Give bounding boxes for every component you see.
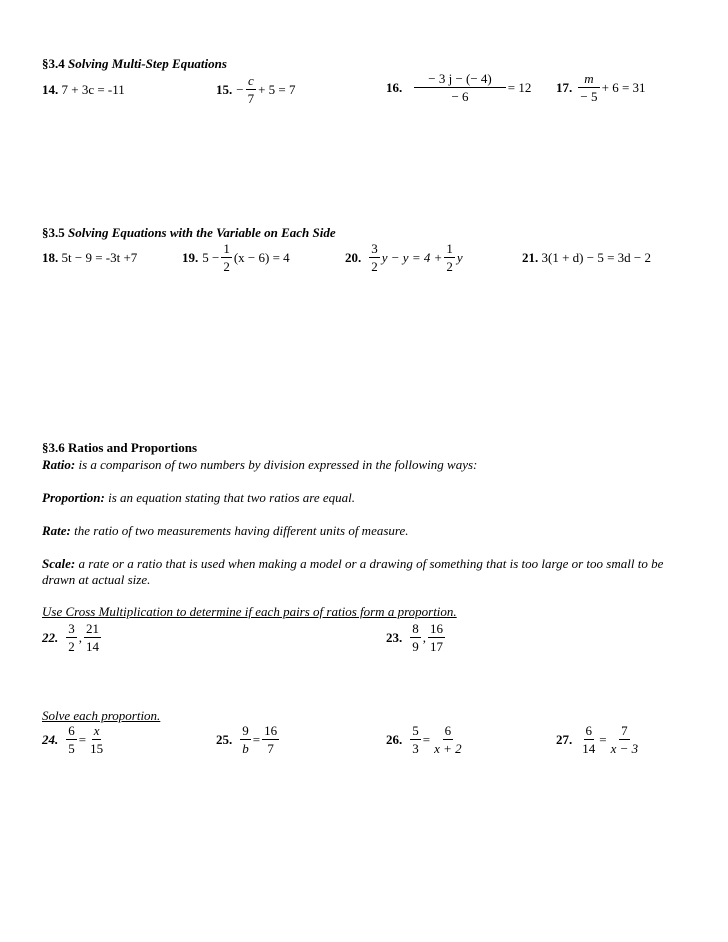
numerator: 16 xyxy=(264,723,278,738)
section-3-6-heading xyxy=(42,440,197,456)
problem-number: 14. xyxy=(42,82,59,97)
problem-17 xyxy=(556,72,646,103)
term: Ratio: xyxy=(42,457,76,472)
problem-number: 23. xyxy=(386,629,403,645)
problem-20 xyxy=(345,242,463,273)
numerator: 6 xyxy=(585,723,592,738)
separator: , xyxy=(78,629,82,645)
fraction xyxy=(66,622,77,653)
equals-sign: = xyxy=(422,731,431,747)
problem-number: 18. xyxy=(42,250,59,265)
term: Proportion: xyxy=(42,490,105,505)
equation-rest: y xyxy=(456,249,463,265)
problem-22 xyxy=(42,622,103,653)
denominator: 9 xyxy=(412,639,419,654)
fraction xyxy=(246,74,257,105)
equals-sign: = xyxy=(252,731,261,747)
denominator: x + 2 xyxy=(434,741,462,756)
separator: , xyxy=(422,629,426,645)
fraction xyxy=(88,724,105,755)
problem-number: 25. xyxy=(216,731,233,747)
numerator: − 3 j − (− 4) xyxy=(414,72,506,88)
fraction xyxy=(410,622,421,653)
problem-number: 22. xyxy=(42,629,59,645)
definition: a rate or a ratio that is used when making a model or a drawing of something that is too large or too small to be drawn at actual size. xyxy=(42,556,664,587)
problem-number: 19. xyxy=(182,249,199,265)
numerator: m xyxy=(578,72,599,88)
problem-number: 17. xyxy=(556,79,573,95)
problem-number: 26. xyxy=(386,731,403,747)
fraction xyxy=(578,72,599,103)
equation: 7 + 3c = -11 xyxy=(61,82,125,97)
numerator: 3 xyxy=(371,241,378,256)
fraction xyxy=(369,242,380,273)
fraction xyxy=(410,724,421,755)
problem-27 xyxy=(556,724,642,755)
numerator: 21 xyxy=(86,621,99,636)
section-3-5-heading xyxy=(42,225,336,241)
denominator: 14 xyxy=(86,639,99,654)
definition: is an equation stating that two ratios are equal. xyxy=(108,490,355,505)
problem-number: 24. xyxy=(42,731,59,747)
fraction xyxy=(262,724,279,755)
equation-rest: (x − 6) = 4 xyxy=(233,249,290,265)
problem-number: 16. xyxy=(386,79,403,95)
fraction xyxy=(428,622,445,653)
problem-14 xyxy=(42,82,125,98)
numerator: 16 xyxy=(430,621,443,636)
fraction xyxy=(84,622,101,653)
denominator: − 5 xyxy=(580,89,598,104)
fraction xyxy=(240,724,251,755)
equation-middle: y − y = 4 + xyxy=(381,249,443,265)
problem-24 xyxy=(42,724,107,755)
equation: 5t − 9 = -3t +7 xyxy=(61,250,138,265)
denominator: − 6 xyxy=(451,89,469,104)
fraction xyxy=(609,724,641,755)
numerator: x xyxy=(93,723,100,738)
scale-definition xyxy=(42,556,672,588)
section-number: §3.5 xyxy=(42,225,65,240)
problem-25 xyxy=(216,724,281,755)
section-number: §3.6 xyxy=(42,440,65,455)
equals-sign: = xyxy=(599,731,607,747)
proportion-definition xyxy=(42,490,355,506)
problem-16 xyxy=(386,72,531,103)
problem-number: 15. xyxy=(216,81,233,97)
problem-21 xyxy=(522,250,651,266)
definition: the ratio of two measurements having different units of measure. xyxy=(74,523,409,538)
denominator: b xyxy=(242,741,249,756)
cross-multiplication-instruction: Use Cross Multiplication to determine if each pairs of ratios form a proportion. xyxy=(42,604,457,619)
fraction xyxy=(66,724,77,755)
equation: 3(1 + d) − 5 = 3d − 2 xyxy=(541,250,651,265)
section-title: Ratios and Proportions xyxy=(68,440,198,455)
denominator: x − 3 xyxy=(610,741,639,756)
problem-number: 21. xyxy=(522,250,539,265)
denominator: 7 xyxy=(247,91,255,106)
numerator: c xyxy=(247,73,254,88)
denominator: 3 xyxy=(412,741,419,756)
rate-definition xyxy=(42,523,409,539)
problem-18 xyxy=(42,250,137,266)
numerator: 3 xyxy=(68,621,75,636)
problem-23 xyxy=(386,622,447,653)
fraction xyxy=(580,724,597,755)
equation-rest: = 12 xyxy=(507,79,532,95)
numerator: 5 xyxy=(412,723,419,738)
denominator: 17 xyxy=(430,639,443,654)
problem-19 xyxy=(182,242,290,273)
denominator: 15 xyxy=(90,741,104,756)
denominator: 2 xyxy=(223,259,230,274)
numerator: 7 xyxy=(621,723,628,738)
term: Rate: xyxy=(42,523,71,538)
denominator: 2 xyxy=(68,639,75,654)
fraction xyxy=(444,242,455,273)
denominator: 2 xyxy=(371,259,378,274)
fraction xyxy=(432,724,464,755)
numerator: 6 xyxy=(68,723,75,738)
equation-rest: + 6 = 31 xyxy=(601,79,646,95)
numerator: 9 xyxy=(242,723,249,738)
problem-number: 20. xyxy=(345,249,362,265)
equals-sign: = xyxy=(78,731,87,747)
denominator: 2 xyxy=(446,259,453,274)
section-3-4-heading xyxy=(42,56,227,72)
definition: is a comparison of two numbers by division expressed in the following ways: xyxy=(78,457,478,472)
numerator: 1 xyxy=(446,241,453,256)
ratio-definition xyxy=(42,457,477,473)
fraction xyxy=(414,72,506,103)
problem-number: 27. xyxy=(556,731,573,747)
section-title: Solving Multi-Step Equations xyxy=(68,56,227,71)
equation-rest: + 5 = 7 xyxy=(258,81,296,97)
problem-26 xyxy=(386,724,466,755)
problem-15 xyxy=(216,74,296,105)
solve-proportion-instruction: Solve each proportion. xyxy=(42,708,161,723)
section-title: Solving Equations with the Variable on Each Side xyxy=(68,225,336,240)
equation-start: 5 − xyxy=(202,249,220,265)
numerator: 8 xyxy=(412,621,419,636)
term: Scale: xyxy=(42,556,76,571)
denominator: 14 xyxy=(582,741,596,756)
numerator: 1 xyxy=(223,241,230,256)
denominator: 7 xyxy=(267,741,274,756)
section-number: §3.4 xyxy=(42,56,65,71)
minus-sign: − xyxy=(236,81,244,97)
numerator: 6 xyxy=(444,723,452,738)
fraction xyxy=(221,242,232,273)
denominator: 5 xyxy=(68,741,75,756)
